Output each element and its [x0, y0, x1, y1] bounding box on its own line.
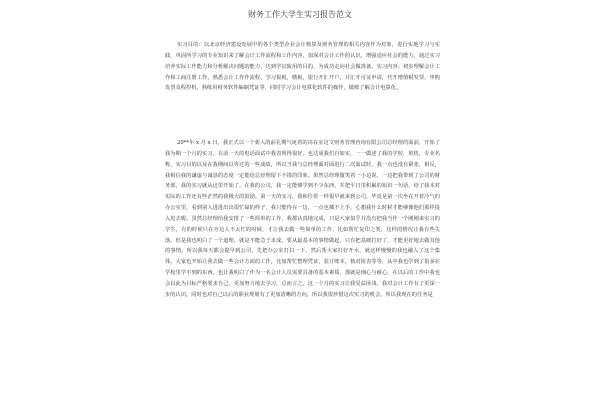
- paragraph-experience: 20**年 x 月 x 日，我正式以一个新入的前孔期气诞着的岗在室这文财务管理咨询有限公司总经理的面前，开始了我为期一个月的实习。在前一天的电话面试中我表现得很好，也达成我们自如实，一一做述了我的学校，班机，专业名称，实习目的以及在我期间以等过的一些成绩，所以当我与总经理面对面进行二次面试时，我一点也没有紧张，相反，我相信我的谦虚与诚恳的态度一定能给总经理留下不错的印象。果然总经理微笑着一小边说，一边把我带到了公司的财务部，我的实习就从这里开始了。在我的公司，我一定能够学到不少东西，并把平日里积累的知识一句话，给了我本对实际的工作还有些茫然的我极大的鼓励。第一天的实习，我和往常一样很早就来到公司，毕竟是第一次坐在开着冷气的办公室里，看到别人进进出出很忙碌的样子，我只能待在一边，一点也插不上手，心想我什么时候才能够像他们那样投入进去呢。虽然总经理给我安排了一些简单的工作，我都认真地完成，只是大家似乎并没有把我当作一个刚刚来实习的学生，有的时候只在旁边人不太忙的时候，才让我去做一些简单的工作，比如帮忙复印之类，这样的情况让我有些失落，但是我也明白了一个道理，就是不能急于求成，要从最基本的事情做起，只有把基础打好了，才能更好地去做其他的事情。所以我每天都会提早到公司，先把办公室打扫一下，然后帮大家打好开水，就这样慢慢的我也融入了这个集体，大家也开始让我去做一些会计方面的工作，比如帮忙整理凭证，装订账本，核对报表等等，从中我也学到了很多在学校里学不到的东西。也让我明白了作为一名会计人员需要具备的基本素质，那就是细心与耐心，在以后的工作中我也会以此为目标严格要求自己，更加努力地去学习。总而言之，这一个月的实习让我受益匪浅，我对会计工作有了更深一步的认识，同时也对自己以后的职业规划有了更加清晰的方向，所以我很珍惜这次实习的机会，所以我现在的任务是: [165, 140, 440, 298]
- paragraph-purpose: 实习目的：以北京经济建设发展中的各个类型企业会计核算及财务管理的相关内容作为对象，进行实地学习与实践，巩固所学习的专业知识来了解会计工作流程和工作内容，加深对会计工作的认识，增强适应社会的能力，通过实习培养实际工作能力和分析解决问题的能力，达到学以致用的目的，为成功走向社会做准备。实习内容：初步理解会计工作和工商注册工作，熟悉会计工作作流程，学习报税，缴税，银行开汇开户，并汇开可证申请，代开增值税发票，申购发票及程控机，熟练用财务软件编制凭证等，同时学习会计电算化软件的操作，做账了解会计电算化。: [165, 42, 440, 92]
- document-title: 财务工作大学生实习报告范文: [248, 10, 352, 19]
